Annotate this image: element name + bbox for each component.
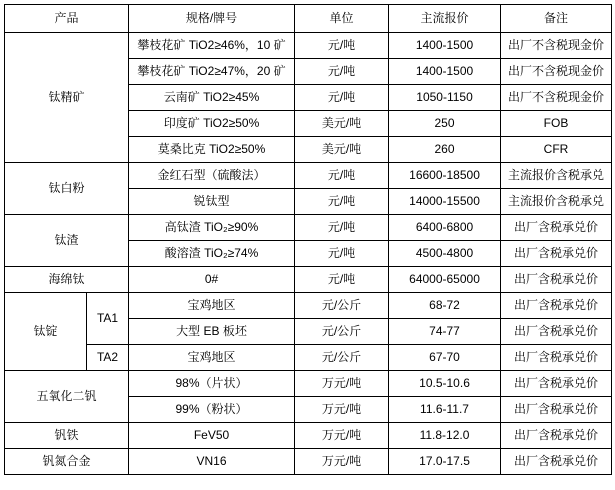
table-row — [5, 449, 612, 475]
unit-cell: 元/吨 — [295, 215, 389, 241]
price-cell: 68-72 — [389, 293, 501, 319]
price-cell: 16600-18500 — [389, 163, 501, 189]
product-spec-cell: 宝鸡地区 — [129, 345, 295, 371]
note-cell: 出厂含税承兑价 — [501, 215, 612, 241]
product-spec-cell: 云南矿 TiO2≥45% — [129, 85, 295, 111]
category-cell: 钛精矿 — [5, 33, 129, 163]
unit-cell: 万元/吨 — [295, 449, 389, 475]
product-spec-cell: 宝鸡地区 — [129, 293, 295, 319]
price-cell: 74-77 — [389, 319, 501, 345]
product-spec-cell: 大型 EB 板坯 — [129, 319, 295, 345]
table-row — [5, 267, 612, 293]
note-cell: 出厂不含税现金价 — [501, 59, 612, 85]
column-header-spec: 规格/牌号 — [129, 5, 295, 33]
note-cell: 出厂含税承兑价 — [501, 397, 612, 423]
product-spec-cell: 99%（粉状） — [129, 397, 295, 423]
note-cell: 出厂不含税现金价 — [501, 85, 612, 111]
category-cell: 钛锭 — [5, 293, 87, 371]
price-cell: 4500-4800 — [389, 241, 501, 267]
unit-cell: 元/吨 — [295, 241, 389, 267]
table-row — [5, 371, 612, 397]
note-cell: 主流报价含税承兑 — [501, 189, 612, 215]
note-cell: 出厂含税承兑价 — [501, 267, 612, 293]
price-cell: 1050-1150 — [389, 85, 501, 111]
category-cell: 钛渣 — [5, 215, 129, 267]
unit-cell: 元/吨 — [295, 59, 389, 85]
price-cell: 14000-15500 — [389, 189, 501, 215]
product-spec-cell: 印度矿 TiO2≥50% — [129, 111, 295, 137]
table-row — [5, 423, 612, 449]
note-cell: 出厂不含税现金价 — [501, 33, 612, 59]
price-cell: 1400-1500 — [389, 33, 501, 59]
grade-cell: TA2 — [87, 345, 129, 371]
note-cell: FOB — [501, 111, 612, 137]
price-cell: 67-70 — [389, 345, 501, 371]
unit-cell: 元/吨 — [295, 189, 389, 215]
product-spec-cell: 攀枝花矿 TiO2≥46%，10 矿 — [129, 33, 295, 59]
note-cell: 出厂含税承兑价 — [501, 319, 612, 345]
unit-cell: 元/公斤 — [295, 319, 389, 345]
price-cell: 250 — [389, 111, 501, 137]
unit-cell: 元/吨 — [295, 33, 389, 59]
product-spec-cell: 锐钛型 — [129, 189, 295, 215]
category-cell: 海绵钛 — [5, 267, 129, 293]
category-cell: 钒铁 — [5, 423, 129, 449]
product-spec-cell: 高钛渣 TiO₂≥90% — [129, 215, 295, 241]
column-header-unit: 单位 — [295, 5, 389, 33]
unit-cell: 元/吨 — [295, 163, 389, 189]
price-cell: 11.8-12.0 — [389, 423, 501, 449]
note-cell: 出厂含税承兑价 — [501, 241, 612, 267]
product-spec-cell: 0# — [129, 267, 295, 293]
price-cell: 10.5-10.6 — [389, 371, 501, 397]
product-spec-cell: 攀枝花矿 TiO2≥47%，20 矿 — [129, 59, 295, 85]
product-spec-cell: 莫桑比克 TiO2≥50% — [129, 137, 295, 163]
note-cell: 出厂含税承兑价 — [501, 423, 612, 449]
note-cell: 出厂含税承兑价 — [501, 371, 612, 397]
price-table — [4, 4, 612, 475]
table-row — [5, 163, 612, 189]
product-spec-cell: 98%（片状） — [129, 371, 295, 397]
unit-cell: 元/吨 — [295, 85, 389, 111]
table-row — [5, 345, 612, 371]
table-row — [5, 33, 612, 59]
unit-cell: 元/公斤 — [295, 345, 389, 371]
unit-cell: 美元/吨 — [295, 111, 389, 137]
product-spec-cell: VN16 — [129, 449, 295, 475]
price-cell: 1400-1500 — [389, 59, 501, 85]
product-spec-cell: 金红石型（硫酸法） — [129, 163, 295, 189]
unit-cell: 万元/吨 — [295, 397, 389, 423]
column-header-note: 备注 — [501, 5, 612, 33]
category-cell: 五氧化二钒 — [5, 371, 129, 423]
price-cell: 260 — [389, 137, 501, 163]
price-cell: 6400-6800 — [389, 215, 501, 241]
category-cell: 钛白粉 — [5, 163, 129, 215]
price-cell: 64000-65000 — [389, 267, 501, 293]
note-cell: 出厂含税承兑价 — [501, 449, 612, 475]
table-row — [5, 215, 612, 241]
note-cell: 出厂含税承兑价 — [501, 345, 612, 371]
unit-cell: 万元/吨 — [295, 371, 389, 397]
product-spec-cell: FeV50 — [129, 423, 295, 449]
unit-cell: 元/吨 — [295, 267, 389, 293]
unit-cell: 万元/吨 — [295, 423, 389, 449]
note-cell: 出厂含税承兑价 — [501, 293, 612, 319]
grade-cell: TA1 — [87, 293, 129, 345]
price-cell: 11.6-11.7 — [389, 397, 501, 423]
table-row — [5, 293, 612, 319]
table-header-row — [5, 5, 612, 33]
category-cell: 钒氮合金 — [5, 449, 129, 475]
price-cell: 17.0-17.5 — [389, 449, 501, 475]
unit-cell: 美元/吨 — [295, 137, 389, 163]
note-cell: CFR — [501, 137, 612, 163]
note-cell: 主流报价含税承兑 — [501, 163, 612, 189]
column-header-product: 产品 — [5, 5, 129, 33]
unit-cell: 元/公斤 — [295, 293, 389, 319]
column-header-price: 主流报价 — [389, 5, 501, 33]
product-spec-cell: 酸溶渣 TiO₂≥74% — [129, 241, 295, 267]
